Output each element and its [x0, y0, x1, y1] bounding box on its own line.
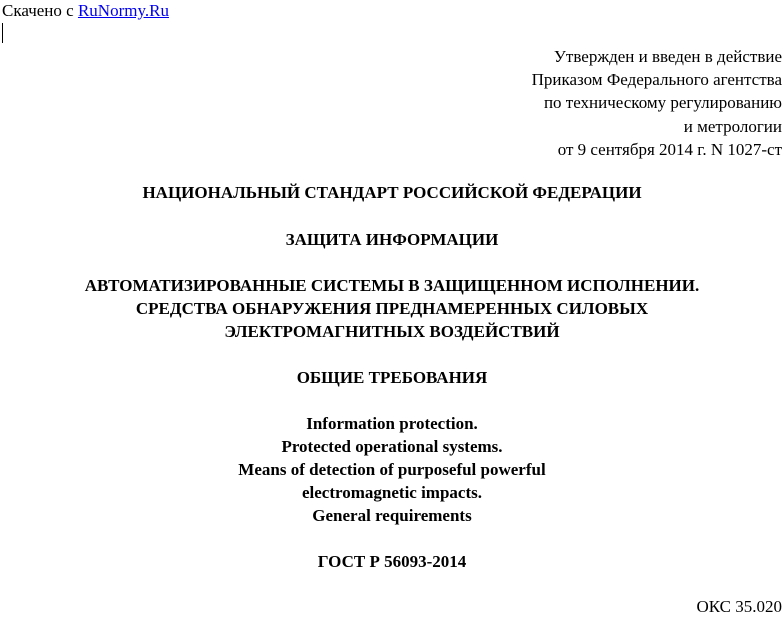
approval-line: и метрологии	[683, 116, 782, 136]
national-standard-title: НАЦИОНАЛЬНЫЙ СТАНДАРТ РОССИЙСКОЙ ФЕДЕРАЦИИ	[142, 183, 642, 202]
okc-code: ОКС 35.020	[696, 597, 782, 616]
subject-title	[0, 274, 784, 343]
english-line: Means of detection of purposeful powerful	[238, 460, 546, 479]
download-source-line	[2, 1, 169, 21]
approval-block	[532, 45, 782, 161]
english-line: Protected operational systems.	[281, 437, 503, 456]
english-line: General requirements	[312, 506, 472, 525]
english-title	[0, 412, 784, 527]
english-line: Information protection.	[306, 414, 478, 433]
approval-line: по техническому регулированию	[543, 93, 782, 113]
subject-line: АВТОМАТИЗИРОВАННЫЕ СИСТЕМЫ В ЗАЩИЩЕННОМ ИСПОЛНЕНИИ.	[84, 276, 700, 295]
subject-line: ЭЛЕКТРОМАГНИТНЫХ ВОЗДЕЙСТВИЙ	[224, 322, 560, 341]
approval-line: Утвержден и введен в действие	[553, 47, 782, 66]
approval-line: Приказом Федерального агентства	[531, 70, 782, 90]
downloaded-from-label: Скачено с	[2, 1, 74, 20]
text-cursor	[2, 23, 3, 43]
subject-line: СРЕДСТВА ОБНАРУЖЕНИЯ ПРЕДНАМЕРЕННЫХ СИЛОВЫХ	[135, 299, 649, 318]
runormy-link[interactable]: RuNormy.Ru	[77, 1, 169, 20]
standard-designation: ГОСТ Р 56093-2014	[317, 552, 467, 571]
approval-line: от 9 сентября 2014 г. N 1027-ст	[557, 139, 782, 159]
section-title: ЗАЩИТА ИНФОРМАЦИИ	[285, 230, 499, 249]
general-requirements-title: ОБЩИЕ ТРЕБОВАНИЯ	[296, 368, 488, 387]
english-line: electromagnetic impacts.	[301, 483, 482, 502]
